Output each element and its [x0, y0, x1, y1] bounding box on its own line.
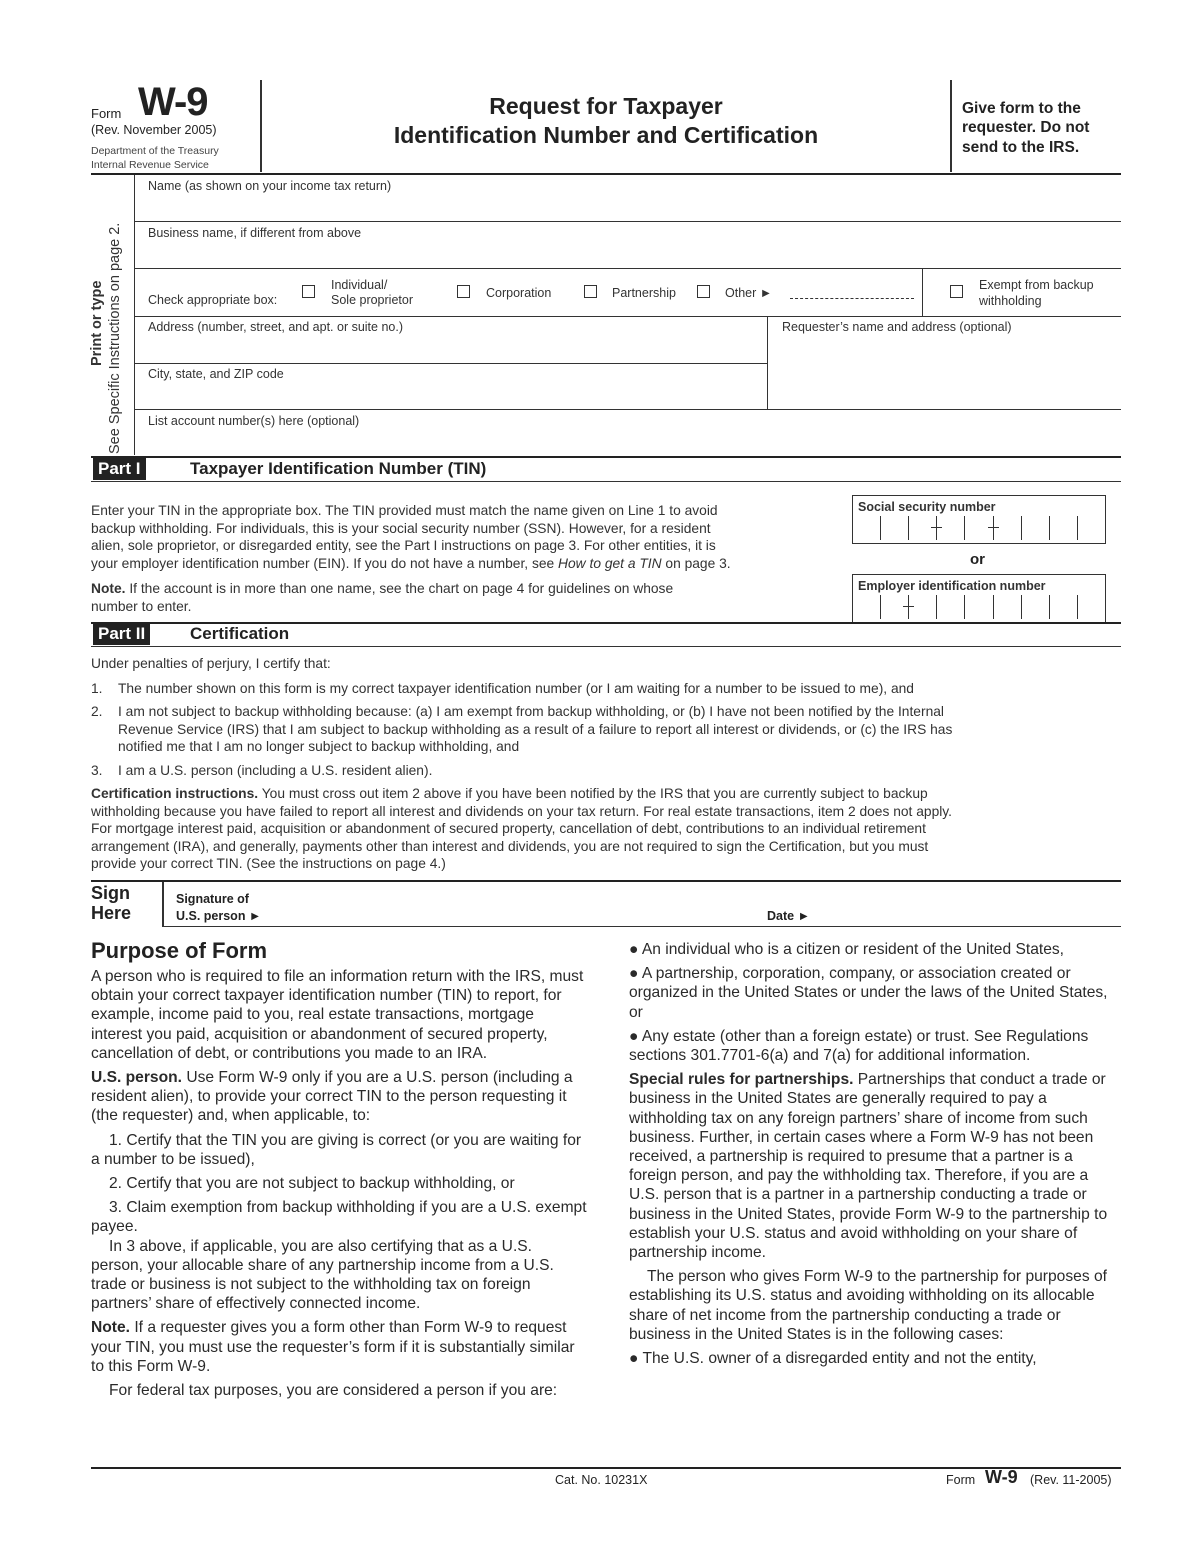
bullet-disregarded-entity: ● The U.S. owner of a disregarded entity and not the entity,: [629, 1350, 1037, 1368]
individual-checkbox[interactable]: [302, 285, 315, 298]
purpose-item1: 1. Certify that the TIN you are giving is correct (or you are waiting for a number to be issued),: [91, 1131, 582, 1168]
department: Department of the Treasury: [91, 145, 219, 157]
other-label: Other ►: [725, 286, 773, 300]
part1-note: Note. If the account is in more than one name, see the chart on page 4 for guidelines on whose: [91, 581, 674, 596]
ssn-digits[interactable]: [853, 516, 1105, 540]
bullet-estate: ● Any estate (other than a foreign estate) or trust. See Regulations sections 301.7701-6(a) and 7(a) for additional information.: [629, 1027, 1089, 1065]
purpose-us-person: U.S. person. Use Form W-9 only if you are a U.S. person (including a resident alien), to provide your correct TIN to the person requesting it (the requester) and, when applicable, to:: [91, 1069, 573, 1125]
us-person-label: U.S. person ►: [176, 909, 262, 923]
instruction-give: Give form to the: [962, 100, 1081, 117]
part1-text: [91, 502, 851, 615]
cert-item3: 3. I am a U.S. person (including a U.S. resident alien).: [91, 762, 433, 778]
side-label: [85, 182, 131, 454]
requester-label: Requester’s name and address (optional): [782, 320, 1012, 334]
cert-item1: 1. The number shown on this form is my correct taxpayer identification number (or I am waiting for a number to be issued to me), and: [91, 680, 914, 696]
see-specific-instructions: See Specific Instructions on page 2.: [107, 222, 123, 454]
partnership-cases: The person who gives Form W-9 to the partnership for purposes of establishing its U.S. status and avoiding withholding on its allocable share of net income from the partnership conducting a trade or business in the United States is in the following cases:: [629, 1268, 1107, 1343]
part1-line2: backup withholding. For individuals, this is your social security number (SSN). However, for a resident: [91, 520, 711, 536]
address-label: Address (number, street, and apt. or suite no.): [148, 320, 403, 334]
partnership-label: Partnership: [612, 286, 676, 300]
sign-label: Sign: [91, 883, 130, 903]
catalog-number: Cat. No. 10231X: [555, 1473, 648, 1487]
signature-field[interactable]: [280, 906, 750, 926]
part2-label: Part II: [93, 623, 150, 645]
instruction-do-not: requester. Do not: [962, 119, 1090, 136]
form-title-line2: Identification Number and Certification: [393, 122, 819, 148]
signature-label: Signature of: [176, 892, 249, 906]
here-label: Here: [91, 903, 132, 923]
footer-form-name: W-9: [985, 1467, 1018, 1487]
footer-form-prefix: Form: [946, 1473, 976, 1487]
ssn-box[interactable]: [852, 495, 1106, 544]
check-box-label: Check appropriate box:: [148, 293, 278, 307]
partnership-checkbox[interactable]: [584, 285, 597, 298]
ein-label: Employer identification number: [858, 579, 1046, 593]
purpose-para3: In 3 above, if applicable, you are also certifying that as a U.S. person, your allocable share of any partnership income from a U.S. trade or business is not subject to the withholding tax on foreign partners’ share of effectively connected income.: [91, 1237, 554, 1313]
sole-proprietor-label: Sole proprietor: [331, 293, 413, 307]
withholding-label: withholding: [979, 294, 1042, 308]
date-field[interactable]: [822, 906, 1112, 926]
city-label: City, state, and ZIP code: [148, 367, 284, 381]
name-label: Name (as shown on your income tax return): [148, 179, 392, 193]
part1-note-line2: number to enter.: [91, 598, 192, 614]
corporation-label: Corporation: [486, 286, 552, 300]
form-prefix: Form: [91, 106, 122, 121]
other-entry-line[interactable]: [790, 298, 914, 299]
purpose-item2: 2. Certify that you are not subject to backup withholding, or: [109, 1175, 515, 1193]
account-label: List account number(s) here (optional): [148, 414, 360, 428]
part1-line1: Enter your TIN in the appropriate box. The TIN provided must match the name given on Line 1 to avoid: [91, 503, 718, 518]
footer-revision: (Rev. 11-2005): [1030, 1473, 1112, 1487]
cert-instructions: Certification instructions. You must cross out item 2 above if you have been notified by the IRS that you are currently subject to backup: [91, 786, 928, 801]
cert-instr-line3: For mortgage interest paid, acquisition or abandonment of secured property, cancellation of debt, contributions to an individual retirement: [91, 821, 926, 836]
part1-line4: your employer identification number (EIN). If you do not have a number, see How to get a TIN on page 3.: [91, 555, 731, 571]
ein-box[interactable]: [852, 574, 1106, 623]
purpose-para1: A person who is required to file an information return with the IRS, must obtain your correct taxpayer identification number (TIN) to report, for example, income paid to you, real estate transactions, mortgage interest you paid, acquisition or abandonment of secured property, cancellation of debt, or contributions you made to an IRA.: [91, 968, 584, 1062]
cert-instr-line5: provide your correct TIN. (See the instructions on page 4.): [91, 856, 446, 871]
part1-title: Taxpayer Identification Number (TIN): [190, 459, 487, 478]
individual-label: Individual/: [331, 278, 388, 292]
purpose-column: [91, 938, 587, 1405]
bullet-individual: ● An individual who is a citizen or resident of the United States,: [629, 941, 1065, 958]
certification-text: [91, 655, 1116, 873]
cert-instr-line4: arrangement (IRA), and generally, payments other than interest and dividends, you are not required to sign the Certification, but you must: [91, 838, 929, 854]
part2-title: Certification: [190, 624, 290, 643]
part1-label: Part I: [93, 458, 146, 480]
ein-digits[interactable]: [853, 595, 1105, 619]
form-revision: (Rev. November 2005): [91, 123, 217, 137]
or-separator: or: [970, 551, 985, 568]
purpose-item3: 3. Claim exemption from backup withholding if you are a U.S. exempt payee.: [91, 1199, 587, 1236]
purpose-heading: Purpose of Form: [91, 938, 268, 963]
purpose-para5: For federal tax purposes, you are considered a person if you are:: [109, 1382, 558, 1400]
form-name: W-9: [138, 80, 208, 124]
right-column: [629, 940, 1122, 1373]
other-checkbox[interactable]: [697, 285, 710, 298]
agency: Internal Revenue Service: [91, 159, 209, 171]
date-label: Date ►: [767, 909, 810, 923]
print-or-type: Print or type: [89, 280, 105, 366]
purpose-note: Note. If a requester gives you a form other than Form W-9 to request your TIN, you must use the requester’s form if it is substantially similar to this Form W-9.: [91, 1319, 575, 1375]
exempt-checkbox[interactable]: [950, 285, 963, 298]
corporation-checkbox[interactable]: [457, 285, 470, 298]
cert-instr-line2: withholding because you have failed to report all interest and dividends on your tax return. For real estate transactions, item 2 does not apply.: [91, 803, 953, 819]
form-title-line1: Request for Taxpayer: [489, 93, 723, 119]
cert-item2: 2. I am not subject to backup withholding because: (a) I am exempt from backup withholding, or (b) I have not been notified by the Internal Revenue Service (IRS) that I am subject to backup withholding as a result of a failure to report all interest or dividends, or (c) the IRS has notified me that I am no longer subject to backup withholding, and: [91, 704, 953, 754]
business-name-label: Business name, if different from above: [148, 226, 362, 240]
special-rules: Special rules for partnerships. Partnerships that conduct a trade or business in the United States are generally required to pay a withholding tax on any foreign partners’ share of income from such business. Further, in certain cases where a Form W-9 has not been received, a partnership is required to presume that a partner is a foreign person, and pay the withholding tax. Therefore, if you are a U.S. person that is a partner in a partnership conducting a trade or business in the United States, provide Form W-9 to the partnership to establish your U.S. status and avoid withholding on your share of partnership income.: [629, 1071, 1108, 1262]
bullet-partnership: ● A partnership, corporation, company, or association created or organized in the United States or under the laws of the United States, or: [629, 965, 1108, 1021]
instruction-irs: send to the IRS.: [962, 139, 1080, 156]
cert-intro: Under penalties of perjury, I certify that:: [91, 656, 331, 671]
exempt-label: Exempt from backup: [979, 278, 1094, 292]
ssn-label: Social security number: [858, 500, 996, 514]
part1-line3: alien, sole proprietor, or disregarded entity, see the Part I instructions on page 3. For other entities, it is: [91, 538, 716, 553]
